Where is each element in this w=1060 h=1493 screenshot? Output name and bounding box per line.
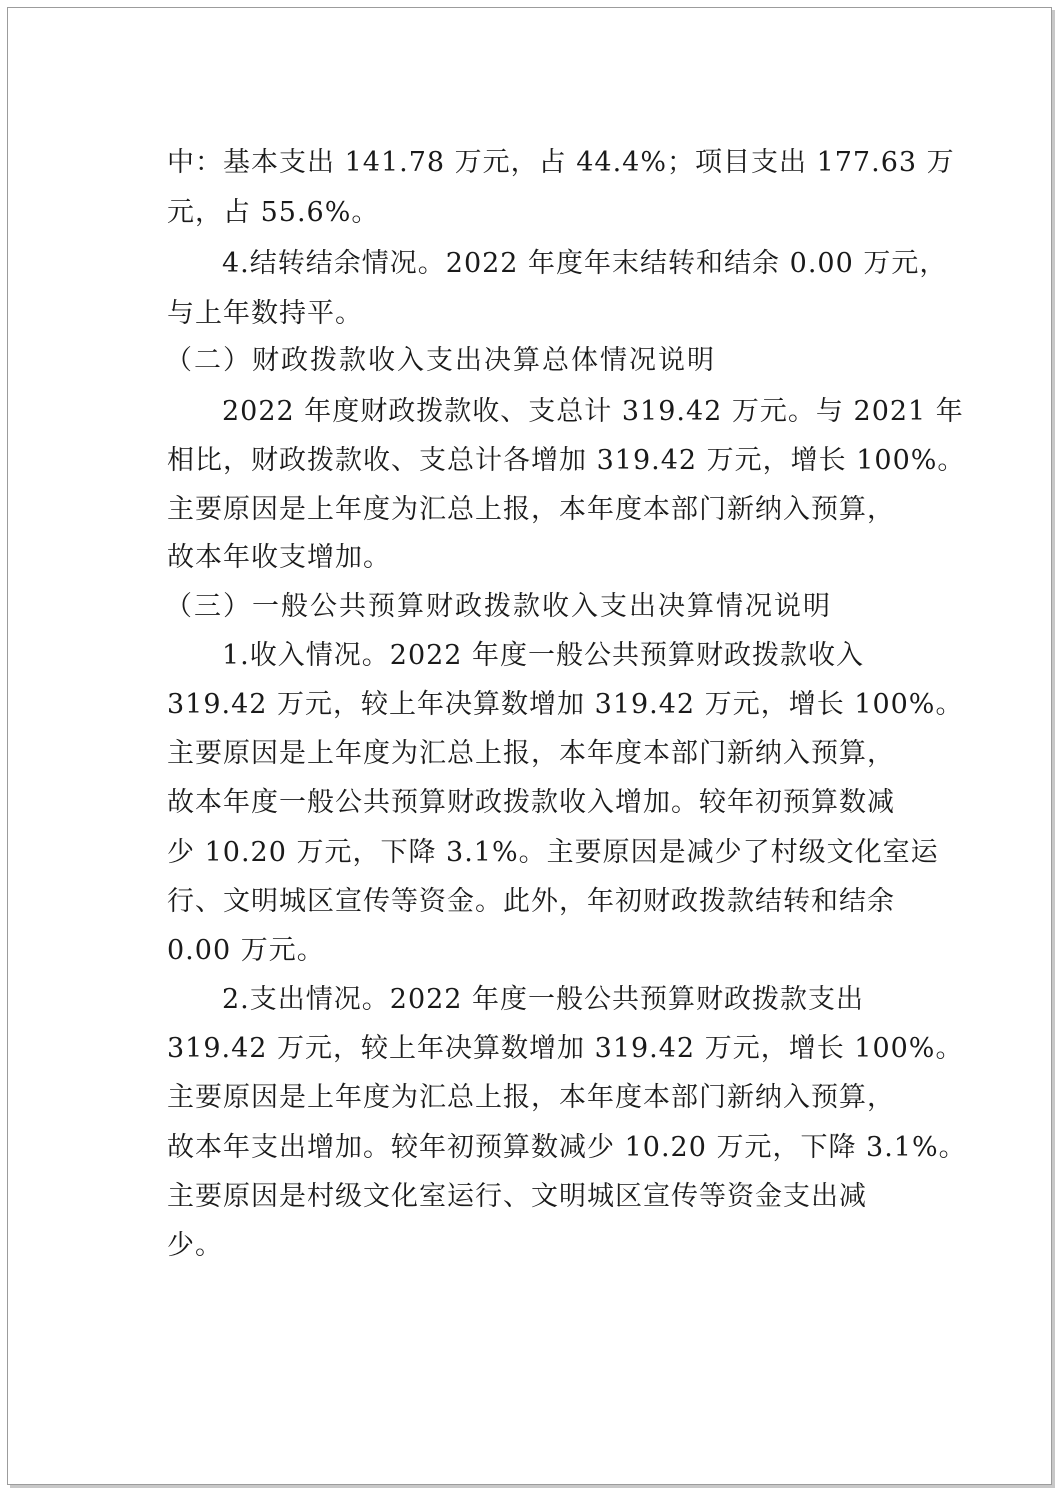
text-line: 主要原因是上年度为汇总上报，本年度本部门新纳入预算， (167, 738, 895, 769)
text-line: 相比，财政拨款收、支总计各增加 319.42 万元，增长 100%。 (167, 445, 966, 476)
text-line: 主要原因是上年度为汇总上报，本年度本部门新纳入预算， (167, 1082, 895, 1113)
text-line: 与上年数持平。 (167, 298, 363, 329)
text-line: 2.支出情况。2022 年度一般公共预算财政拨款支出 (222, 984, 865, 1015)
text-line: 4.结转结余情况。2022 年度年末结转和结余 0.00 万元， (222, 248, 948, 279)
text-line: 中：基本支出 141.78 万元，占 44.4%；项目支出 177.63 万 (167, 147, 955, 178)
text-line: 故本年收支增加。 (167, 542, 391, 573)
text-line: 故本年度一般公共预算财政拨款收入增加。较年初预算数减 (167, 787, 895, 818)
text-line: 319.42 万元，较上年决算数增加 319.42 万元，增长 100%。 (167, 689, 964, 720)
text-line: 0.00 万元。 (167, 935, 325, 966)
text-line: 故本年支出增加。较年初预算数减少 10.20 万元，下降 3.1%。 (167, 1132, 967, 1163)
text-line: 主要原因是上年度为汇总上报，本年度本部门新纳入预算， (167, 494, 895, 525)
section-heading: （三）一般公共预算财政拨款收入支出决算情况说明 (165, 591, 832, 622)
text-line: 1.收入情况。2022 年度一般公共预算财政拨款收入 (222, 640, 865, 671)
text-line: 元，占 55.6%。 (167, 197, 380, 228)
section-heading: （二）财政拨款收入支出决算总体情况说明 (165, 345, 716, 376)
text-line: 319.42 万元，较上年决算数增加 319.42 万元，增长 100%。 (167, 1033, 964, 1064)
text-line: 少 10.20 万元，下降 3.1%。主要原因是减少了村级文化室运 (167, 837, 939, 868)
text-line: 主要原因是村级文化室运行、文明城区宣传等资金支出减 (167, 1181, 867, 1212)
text-line: 2022 年度财政拨款收、支总计 319.42 万元。与 2021 年 (222, 396, 964, 427)
text-line: 行、文明城区宣传等资金。此外，年初财政拨款结转和结余 (167, 886, 895, 917)
text-line: 少。 (167, 1230, 223, 1261)
